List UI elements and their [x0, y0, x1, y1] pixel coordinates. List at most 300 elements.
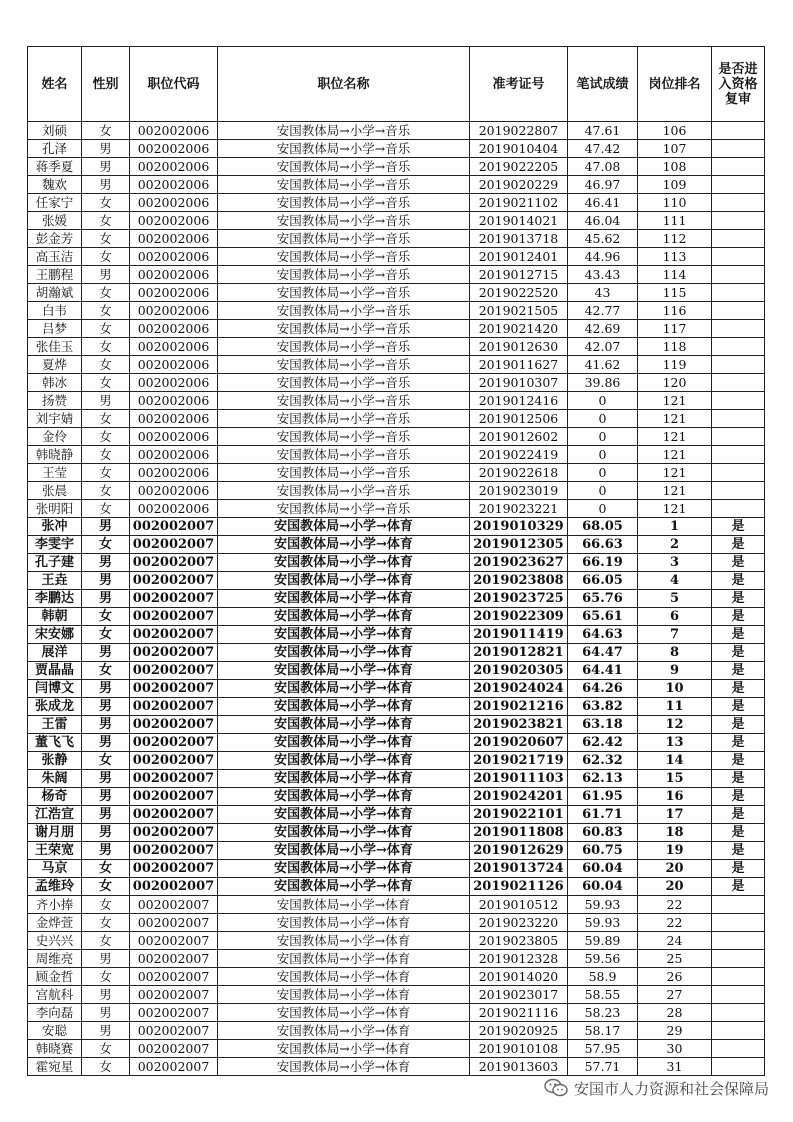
cell-written-score: 0 — [568, 392, 638, 410]
cell-position-name: 安国教体局→小学→体育 — [218, 1004, 470, 1022]
cell-qualification-review — [712, 374, 765, 392]
cell-qualification-review: 是 — [712, 788, 765, 806]
cell-written-score: 58.9 — [568, 968, 638, 986]
cell-gender: 女 — [82, 500, 130, 518]
cell-position-name: 安国教体局→小学→音乐 — [218, 284, 470, 302]
cell-name: 孔泽 — [28, 140, 82, 158]
col-header-position-name: 职位名称 — [218, 47, 470, 122]
cell-name: 展洋 — [28, 644, 82, 662]
cell-qualification-review — [712, 482, 765, 500]
cell-position-rank: 22 — [638, 896, 712, 914]
cell-position-name: 安国教体局→小学→体育 — [218, 986, 470, 1004]
table-row — [28, 230, 765, 248]
cell-ticket-number: 2019013724 — [470, 860, 568, 878]
cell-position-rank: 31 — [638, 1058, 712, 1076]
cell-name: 白韦 — [28, 302, 82, 320]
cell-qualification-review: 是 — [712, 734, 765, 752]
cell-written-score: 42.69 — [568, 320, 638, 338]
cell-position-name: 安国教体局→小学→音乐 — [218, 158, 470, 176]
cell-position-rank: 106 — [638, 122, 712, 140]
cell-ticket-number: 2019022309 — [470, 608, 568, 626]
cell-name: 齐小捧 — [28, 896, 82, 914]
cell-written-score: 58.55 — [568, 986, 638, 1004]
cell-position-code: 002002007 — [130, 896, 218, 914]
cell-position-code: 002002007 — [130, 1040, 218, 1058]
cell-gender: 女 — [82, 194, 130, 212]
cell-position-code: 002002006 — [130, 302, 218, 320]
col-header-position-rank: 岗位排名 — [638, 47, 712, 122]
table-row — [28, 752, 765, 770]
cell-gender: 女 — [82, 914, 130, 932]
cell-position-code: 002002006 — [130, 140, 218, 158]
cell-position-code: 002002007 — [130, 860, 218, 878]
cell-position-name: 安国教体局→小学→体育 — [218, 1022, 470, 1040]
cell-position-name: 安国教体局→小学→体育 — [218, 590, 470, 608]
cell-position-code: 002002006 — [130, 158, 218, 176]
cell-written-score: 42.77 — [568, 302, 638, 320]
cell-position-code: 002002006 — [130, 266, 218, 284]
cell-written-score: 0 — [568, 428, 638, 446]
cell-position-name: 安国教体局→小学→体育 — [218, 626, 470, 644]
cell-position-code: 002002006 — [130, 176, 218, 194]
cell-ticket-number: 2019022520 — [470, 284, 568, 302]
cell-gender: 女 — [82, 662, 130, 680]
cell-written-score: 66.63 — [568, 536, 638, 554]
cell-position-rank: 1 — [638, 518, 712, 536]
cell-written-score: 63.82 — [568, 698, 638, 716]
cell-position-name: 安国教体局→小学→音乐 — [218, 248, 470, 266]
cell-position-rank: 2 — [638, 536, 712, 554]
cell-position-rank: 20 — [638, 860, 712, 878]
cell-position-code: 002002006 — [130, 122, 218, 140]
cell-ticket-number: 2019021719 — [470, 752, 568, 770]
cell-gender: 女 — [82, 968, 130, 986]
cell-written-score: 0 — [568, 464, 638, 482]
cell-position-rank: 114 — [638, 266, 712, 284]
col-header-position-code: 职位代码 — [130, 47, 218, 122]
cell-position-code: 002002006 — [130, 284, 218, 302]
cell-written-score: 44.96 — [568, 248, 638, 266]
cell-position-name: 安国教体局→小学→体育 — [218, 680, 470, 698]
table-row — [28, 374, 765, 392]
cell-gender: 男 — [82, 644, 130, 662]
table-row — [28, 194, 765, 212]
cell-name: 张佳玉 — [28, 338, 82, 356]
cell-name: 谢月朋 — [28, 824, 82, 842]
cell-ticket-number: 2019010404 — [470, 140, 568, 158]
cell-written-score: 57.95 — [568, 1040, 638, 1058]
cell-written-score: 64.63 — [568, 626, 638, 644]
cell-position-name: 安国教体局→小学→音乐 — [218, 194, 470, 212]
cell-written-score: 58.23 — [568, 1004, 638, 1022]
cell-position-name: 安国教体局→小学→音乐 — [218, 230, 470, 248]
cell-name: 蒋季夏 — [28, 158, 82, 176]
cell-position-code: 002002007 — [130, 1004, 218, 1022]
cell-qualification-review: 是 — [712, 806, 765, 824]
cell-name: 李雯宇 — [28, 536, 82, 554]
cell-position-code: 002002007 — [130, 608, 218, 626]
cell-name: 金伶 — [28, 428, 82, 446]
cell-position-name: 安国教体局→小学→音乐 — [218, 464, 470, 482]
cell-gender: 女 — [82, 626, 130, 644]
cell-ticket-number: 2019012328 — [470, 950, 568, 968]
cell-name: 王荣宽 — [28, 842, 82, 860]
cell-position-name: 安国教体局→小学→音乐 — [218, 302, 470, 320]
cell-position-rank: 118 — [638, 338, 712, 356]
cell-position-code: 002002006 — [130, 464, 218, 482]
cell-written-score: 65.76 — [568, 590, 638, 608]
table-body — [28, 122, 765, 1076]
table-row — [28, 824, 765, 842]
cell-position-name: 安国教体局→小学→体育 — [218, 914, 470, 932]
cell-position-rank: 121 — [638, 464, 712, 482]
col-header-gender: 性别 — [82, 47, 130, 122]
cell-qualification-review — [712, 914, 765, 932]
cell-ticket-number: 2019023725 — [470, 590, 568, 608]
cell-ticket-number: 2019022205 — [470, 158, 568, 176]
cell-ticket-number: 2019012305 — [470, 536, 568, 554]
cell-written-score: 66.05 — [568, 572, 638, 590]
cell-position-code: 002002007 — [130, 716, 218, 734]
table-row — [28, 266, 765, 284]
cell-qualification-review — [712, 248, 765, 266]
cell-name: 刘硕 — [28, 122, 82, 140]
cell-name: 张成龙 — [28, 698, 82, 716]
cell-position-name: 安国教体局→小学→体育 — [218, 662, 470, 680]
cell-written-score: 60.04 — [568, 878, 638, 896]
cell-gender: 男 — [82, 158, 130, 176]
table-row — [28, 716, 765, 734]
cell-name: 金烨萱 — [28, 914, 82, 932]
cell-name: 胡瀚斌 — [28, 284, 82, 302]
cell-position-code: 002002007 — [130, 554, 218, 572]
cell-ticket-number: 2019010512 — [470, 896, 568, 914]
cell-name: 王莹 — [28, 464, 82, 482]
cell-position-rank: 109 — [638, 176, 712, 194]
table-row — [28, 392, 765, 410]
cell-qualification-review — [712, 320, 765, 338]
cell-gender: 男 — [82, 788, 130, 806]
cell-qualification-review: 是 — [712, 842, 765, 860]
cell-written-score: 59.93 — [568, 914, 638, 932]
cell-qualification-review: 是 — [712, 698, 765, 716]
cell-qualification-review — [712, 464, 765, 482]
cell-name: 王雷 — [28, 716, 82, 734]
cell-ticket-number: 2019020305 — [470, 662, 568, 680]
cell-name: 安聪 — [28, 1022, 82, 1040]
cell-gender: 女 — [82, 410, 130, 428]
cell-gender: 女 — [82, 446, 130, 464]
cell-ticket-number: 2019012401 — [470, 248, 568, 266]
table-row — [28, 698, 765, 716]
cell-position-code: 002002007 — [130, 842, 218, 860]
cell-ticket-number: 2019021216 — [470, 698, 568, 716]
cell-position-code: 002002007 — [130, 698, 218, 716]
cell-position-code: 002002007 — [130, 734, 218, 752]
cell-position-name: 安国教体局→小学→体育 — [218, 716, 470, 734]
cell-name: 朱阔 — [28, 770, 82, 788]
cell-position-code: 002002007 — [130, 770, 218, 788]
cell-gender: 女 — [82, 428, 130, 446]
cell-qualification-review: 是 — [712, 554, 765, 572]
cell-qualification-review — [712, 338, 765, 356]
wechat-icon — [544, 1078, 568, 1098]
cell-ticket-number: 2019013718 — [470, 230, 568, 248]
cell-qualification-review: 是 — [712, 770, 765, 788]
cell-ticket-number: 2019021126 — [470, 878, 568, 896]
cell-ticket-number: 2019020229 — [470, 176, 568, 194]
table-row — [28, 446, 765, 464]
table-row — [28, 158, 765, 176]
table-row — [28, 518, 765, 536]
cell-position-name: 安国教体局→小学→音乐 — [218, 392, 470, 410]
cell-gender: 女 — [82, 1040, 130, 1058]
cell-gender: 女 — [82, 122, 130, 140]
col-header-qualification-review: 是否进入资格复审 — [712, 47, 765, 122]
table-row — [28, 806, 765, 824]
table-row — [28, 734, 765, 752]
table-row — [28, 680, 765, 698]
cell-qualification-review: 是 — [712, 860, 765, 878]
cell-name: 王鹏程 — [28, 266, 82, 284]
cell-gender: 女 — [82, 1058, 130, 1076]
cell-gender: 男 — [82, 572, 130, 590]
cell-gender: 男 — [82, 770, 130, 788]
cell-qualification-review — [712, 356, 765, 374]
cell-name: 孔子建 — [28, 554, 82, 572]
cell-written-score: 46.04 — [568, 212, 638, 230]
cell-position-rank: 117 — [638, 320, 712, 338]
cell-qualification-review: 是 — [712, 572, 765, 590]
cell-qualification-review — [712, 986, 765, 1004]
cell-position-name: 安国教体局→小学→体育 — [218, 752, 470, 770]
cell-ticket-number: 2019012715 — [470, 266, 568, 284]
cell-position-name: 安国教体局→小学→音乐 — [218, 356, 470, 374]
cell-written-score: 60.04 — [568, 860, 638, 878]
cell-position-rank: 107 — [638, 140, 712, 158]
table-row — [28, 500, 765, 518]
cell-name: 闫博文 — [28, 680, 82, 698]
cell-written-score: 64.41 — [568, 662, 638, 680]
cell-gender: 男 — [82, 806, 130, 824]
cell-position-name: 安国教体局→小学→体育 — [218, 608, 470, 626]
table-row — [28, 410, 765, 428]
cell-gender: 男 — [82, 698, 130, 716]
cell-ticket-number: 2019010329 — [470, 518, 568, 536]
cell-written-score: 57.71 — [568, 1058, 638, 1076]
cell-position-rank: 6 — [638, 608, 712, 626]
cell-qualification-review: 是 — [712, 608, 765, 626]
cell-gender: 女 — [82, 248, 130, 266]
cell-gender: 男 — [82, 842, 130, 860]
cell-written-score: 42.07 — [568, 338, 638, 356]
table-row — [28, 320, 765, 338]
cell-qualification-review — [712, 950, 765, 968]
cell-ticket-number: 2019012821 — [470, 644, 568, 662]
cell-position-name: 安国教体局→小学→体育 — [218, 644, 470, 662]
cell-position-rank: 13 — [638, 734, 712, 752]
cell-name: 马京 — [28, 860, 82, 878]
table-row — [28, 896, 765, 914]
table-row — [28, 770, 765, 788]
cell-position-rank: 8 — [638, 644, 712, 662]
cell-qualification-review: 是 — [712, 716, 765, 734]
cell-position-name: 安国教体局→小学→音乐 — [218, 140, 470, 158]
cell-written-score: 43.43 — [568, 266, 638, 284]
cell-position-name: 安国教体局→小学→体育 — [218, 1040, 470, 1058]
cell-ticket-number: 2019012506 — [470, 410, 568, 428]
cell-ticket-number: 2019024024 — [470, 680, 568, 698]
cell-ticket-number: 2019011808 — [470, 824, 568, 842]
cell-position-name: 安国教体局→小学→体育 — [218, 536, 470, 554]
cell-position-name: 安国教体局→小学→音乐 — [218, 446, 470, 464]
cell-written-score: 62.13 — [568, 770, 638, 788]
cell-ticket-number: 2019012629 — [470, 842, 568, 860]
cell-gender: 女 — [82, 230, 130, 248]
cell-position-rank: 110 — [638, 194, 712, 212]
cell-position-code: 002002006 — [130, 320, 218, 338]
cell-position-code: 002002007 — [130, 824, 218, 842]
cell-qualification-review — [712, 446, 765, 464]
table-row — [28, 914, 765, 932]
cell-gender: 女 — [82, 536, 130, 554]
cell-gender: 男 — [82, 518, 130, 536]
cell-written-score: 39.86 — [568, 374, 638, 392]
cell-qualification-review — [712, 230, 765, 248]
table-row — [28, 536, 765, 554]
cell-name: 霍宛星 — [28, 1058, 82, 1076]
cell-name: 杨奇 — [28, 788, 82, 806]
cell-position-code: 002002007 — [130, 950, 218, 968]
cell-gender: 女 — [82, 284, 130, 302]
cell-name: 宋安娜 — [28, 626, 82, 644]
cell-position-name: 安国教体局→小学→体育 — [218, 554, 470, 572]
cell-ticket-number: 2019021505 — [470, 302, 568, 320]
cell-ticket-number: 2019024201 — [470, 788, 568, 806]
cell-position-name: 安国教体局→小学→音乐 — [218, 338, 470, 356]
cell-name: 张冲 — [28, 518, 82, 536]
footer-brand — [544, 1076, 769, 1100]
cell-position-rank: 113 — [638, 248, 712, 266]
cell-name: 彭金芳 — [28, 230, 82, 248]
exam-results-table — [27, 46, 765, 1076]
cell-position-rank: 121 — [638, 446, 712, 464]
cell-ticket-number: 2019012630 — [470, 338, 568, 356]
table-row — [28, 860, 765, 878]
cell-ticket-number: 2019012602 — [470, 428, 568, 446]
cell-ticket-number: 2019022807 — [470, 122, 568, 140]
cell-position-rank: 116 — [638, 302, 712, 320]
cell-name: 顾金哲 — [28, 968, 82, 986]
table-row — [28, 950, 765, 968]
cell-gender: 男 — [82, 986, 130, 1004]
cell-qualification-review — [712, 122, 765, 140]
cell-ticket-number: 2019021102 — [470, 194, 568, 212]
table-row — [28, 1040, 765, 1058]
cell-name: 宫航科 — [28, 986, 82, 1004]
cell-ticket-number: 2019023627 — [470, 554, 568, 572]
cell-gender: 女 — [82, 320, 130, 338]
cell-gender: 男 — [82, 590, 130, 608]
cell-position-rank: 115 — [638, 284, 712, 302]
cell-position-code: 002002007 — [130, 932, 218, 950]
cell-qualification-review — [712, 1004, 765, 1022]
cell-position-name: 安国教体局→小学→体育 — [218, 788, 470, 806]
cell-position-name: 安国教体局→小学→体育 — [218, 932, 470, 950]
cell-position-code: 002002006 — [130, 248, 218, 266]
cell-position-name: 安国教体局→小学→音乐 — [218, 122, 470, 140]
cell-gender: 男 — [82, 680, 130, 698]
table-row — [28, 284, 765, 302]
table-row — [28, 608, 765, 626]
col-header-written-score: 笔试成绩 — [568, 47, 638, 122]
table-row — [28, 1022, 765, 1040]
cell-position-name: 安国教体局→小学→体育 — [218, 824, 470, 842]
table-row — [28, 1004, 765, 1022]
cell-qualification-review — [712, 968, 765, 986]
cell-position-name: 安国教体局→小学→音乐 — [218, 500, 470, 518]
cell-ticket-number: 2019010307 — [470, 374, 568, 392]
cell-ticket-number: 2019011627 — [470, 356, 568, 374]
cell-qualification-review — [712, 428, 765, 446]
cell-position-name: 安国教体局→小学→体育 — [218, 968, 470, 986]
cell-name: 任家宁 — [28, 194, 82, 212]
table-row — [28, 464, 765, 482]
cell-position-rank: 3 — [638, 554, 712, 572]
cell-ticket-number: 2019012416 — [470, 392, 568, 410]
cell-name: 张明阳 — [28, 500, 82, 518]
cell-gender: 女 — [82, 302, 130, 320]
cell-ticket-number: 2019020607 — [470, 734, 568, 752]
cell-position-code: 002002006 — [130, 230, 218, 248]
cell-position-code: 002002007 — [130, 518, 218, 536]
cell-position-name: 安国教体局→小学→音乐 — [218, 428, 470, 446]
table-row — [28, 176, 765, 194]
cell-written-score: 46.97 — [568, 176, 638, 194]
cell-written-score: 62.32 — [568, 752, 638, 770]
cell-name: 高玉洁 — [28, 248, 82, 266]
cell-qualification-review: 是 — [712, 644, 765, 662]
cell-gender: 男 — [82, 266, 130, 284]
cell-written-score: 0 — [568, 500, 638, 518]
cell-position-code: 002002007 — [130, 788, 218, 806]
cell-gender: 女 — [82, 374, 130, 392]
cell-position-rank: 27 — [638, 986, 712, 1004]
cell-position-rank: 14 — [638, 752, 712, 770]
cell-position-code: 002002006 — [130, 410, 218, 428]
cell-position-rank: 111 — [638, 212, 712, 230]
cell-gender: 男 — [82, 950, 130, 968]
cell-ticket-number: 2019022419 — [470, 446, 568, 464]
cell-ticket-number: 2019011419 — [470, 626, 568, 644]
cell-name: 吕梦 — [28, 320, 82, 338]
cell-position-rank: 19 — [638, 842, 712, 860]
cell-written-score: 60.83 — [568, 824, 638, 842]
table-row — [28, 122, 765, 140]
cell-position-code: 002002007 — [130, 590, 218, 608]
col-header-name: 姓名 — [28, 47, 82, 122]
cell-position-code: 002002007 — [130, 986, 218, 1004]
cell-qualification-review — [712, 932, 765, 950]
cell-position-rank: 17 — [638, 806, 712, 824]
cell-qualification-review — [712, 158, 765, 176]
cell-written-score: 65.61 — [568, 608, 638, 626]
cell-position-name: 安国教体局→小学→音乐 — [218, 266, 470, 284]
cell-written-score: 61.95 — [568, 788, 638, 806]
cell-position-code: 002002006 — [130, 482, 218, 500]
table-row — [28, 842, 765, 860]
cell-qualification-review: 是 — [712, 518, 765, 536]
